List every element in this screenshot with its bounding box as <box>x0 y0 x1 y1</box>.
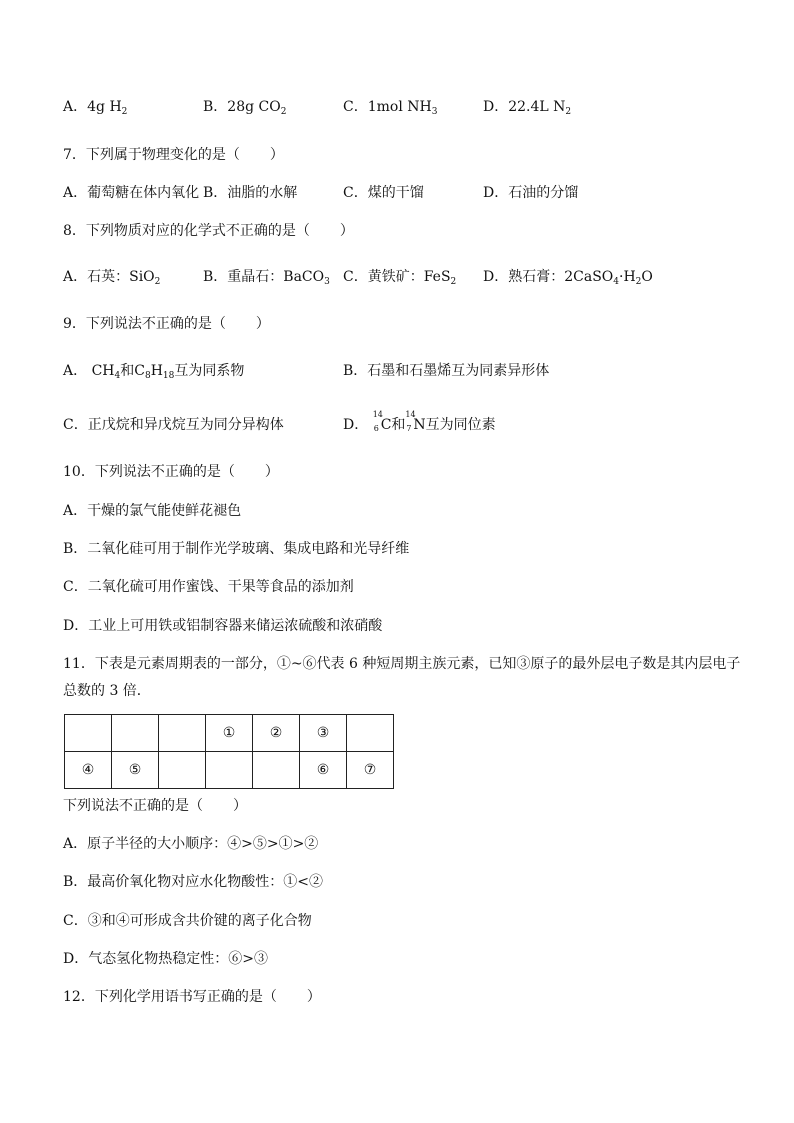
atomic-number: 7 <box>406 424 412 433</box>
option-label: A． <box>63 99 88 115</box>
subscript: 2 <box>154 277 161 287</box>
question-text: 9．下列说法不正确的是（ <box>63 316 226 332</box>
formula-part: CH <box>91 363 115 379</box>
subscript: 8 <box>144 371 151 381</box>
subscript: 3 <box>431 107 438 117</box>
q8-option-a <box>63 267 160 287</box>
q8-option-c <box>343 267 456 287</box>
q11-option-a: A．原子半径的大小顺序：④>⑤>①>② <box>63 836 319 852</box>
q9-option-b: B．石墨和石墨烯互为同素异形体 <box>343 363 550 379</box>
q8-option-b <box>203 267 330 287</box>
option-label: B． <box>203 99 228 115</box>
table-cell: ⑦ <box>347 752 394 789</box>
q10-option-a: A．干燥的氯气能使鲜花褪色 <box>63 503 242 519</box>
table-cell <box>159 715 206 752</box>
formula-part: O <box>641 269 653 285</box>
option-text: 28g CO <box>227 99 281 115</box>
formula-part: C和 <box>380 417 406 433</box>
table-cell: ① <box>206 715 253 752</box>
q11-option-b: B．最高价氧化物对应水化物酸性：①<② <box>63 874 324 890</box>
mass-number: 14 <box>405 410 416 419</box>
q9-option-d <box>343 410 496 435</box>
q6-option-a <box>63 97 127 117</box>
question-text: 10．下列说法不正确的是（ <box>63 464 235 480</box>
option-text: 1mol NH <box>367 99 432 115</box>
q6-option-d <box>483 97 571 117</box>
question-text: 12．下列化学用语书写正确的是（ <box>63 989 277 1005</box>
option-text: C．黄铁矿：FeS <box>343 269 451 285</box>
table-cell: ② <box>253 715 300 752</box>
q7-option-b: B．油脂的水解 <box>203 185 298 201</box>
q10-option-d: D．工业上可用铁或铝制容器来储运浓硫酸和浓硝酸 <box>63 618 383 634</box>
question-text: 7．下列属于物理变化的是（ <box>63 147 240 163</box>
q9-option-a <box>63 361 244 381</box>
table-cell: ⑤ <box>112 752 159 789</box>
q7-option-d: D．石油的分馏 <box>483 185 579 201</box>
q9-stem <box>63 314 270 334</box>
periodic-table-fragment <box>64 714 394 789</box>
formula-part: ·H <box>619 269 636 285</box>
option-label: D． <box>483 99 509 115</box>
option-label: A． <box>63 363 88 379</box>
formula-part: H <box>150 363 163 379</box>
mass-number: 14 <box>372 410 383 419</box>
table-row <box>65 752 394 789</box>
q6-option-b <box>203 97 286 117</box>
table-cell <box>347 715 394 752</box>
q11-stem-line1: 11．下表是元素周期表的一部分，①~⑥代表 6 种短周期主族元素，已知③原子的最外层电子数是其内层电子 <box>63 656 741 672</box>
table-cell: ③ <box>300 715 347 752</box>
subscript: 2 <box>450 277 457 287</box>
q7-stem <box>63 145 284 165</box>
question-text: 下列说法不正确的是（ <box>63 798 203 814</box>
option-text: 互为同系物 <box>174 363 245 379</box>
subscript: 2 <box>565 107 572 117</box>
formula-part: 和C <box>120 363 145 379</box>
option-text: D．熟石膏：2CaSO <box>483 269 614 285</box>
option-text: 22.4L N <box>508 99 566 115</box>
q7-option-a: A．葡萄糖在体内氧化 <box>63 185 200 201</box>
q12-stem <box>63 987 321 1007</box>
isotope-notation <box>372 410 383 433</box>
subscript: 3 <box>324 277 330 287</box>
close-paren: ） <box>269 147 284 163</box>
option-text: B．重晶石：BaCO <box>203 269 325 285</box>
table-cell <box>253 752 300 789</box>
option-text: A．石英：SiO <box>63 269 155 285</box>
table-cell: ⑥ <box>300 752 347 789</box>
subscript: 4 <box>613 277 619 287</box>
option-label: C． <box>343 99 368 115</box>
close-paren: ） <box>264 464 279 480</box>
q10-option-b: B．二氧化硅可用于制作光学玻璃、集成电路和光导纤维 <box>63 541 410 557</box>
close-paren: ） <box>255 316 270 332</box>
formula-part: N <box>413 417 426 433</box>
q11-prompt <box>63 796 247 816</box>
q10-option-c: C．二氧化硫可用作蜜饯、干果等食品的添加剂 <box>63 579 354 595</box>
subscript: 2 <box>280 107 287 117</box>
q11-stem-line2: 总数的 3 倍． <box>63 683 151 699</box>
q7-option-c: C．煤的干馏 <box>343 185 424 201</box>
table-cell <box>206 752 253 789</box>
q6-option-c <box>343 97 437 117</box>
q10-stem <box>63 462 279 482</box>
table-cell <box>65 715 112 752</box>
subscript: 18 <box>162 371 175 381</box>
close-paren: ） <box>306 989 321 1005</box>
subscript: 2 <box>121 107 128 117</box>
subscript: 2 <box>635 277 642 287</box>
q8-stem <box>63 221 354 241</box>
option-text: 4g H <box>87 99 122 115</box>
close-paren: ） <box>339 223 354 239</box>
isotope-notation <box>405 410 416 433</box>
atomic-number: 6 <box>373 424 379 433</box>
q11-option-c: C．③和④可形成含共价键的离子化合物 <box>63 913 312 929</box>
q8-option-d <box>483 267 653 287</box>
option-label: D． <box>343 417 369 433</box>
close-paren: ） <box>233 798 247 814</box>
table-row <box>65 715 394 752</box>
option-text: 互为同位素 <box>425 417 496 433</box>
q11-option-d: D．气态氢化物热稳定性：⑥>③ <box>63 951 268 967</box>
question-text: 8．下列物质对应的化学式不正确的是（ <box>63 223 310 239</box>
table-cell <box>112 715 159 752</box>
table-cell: ④ <box>65 752 112 789</box>
q9-option-c: C．正戊烷和异戊烷互为同分异构体 <box>63 417 284 433</box>
subscript: 4 <box>114 371 121 381</box>
table-cell <box>159 752 206 789</box>
